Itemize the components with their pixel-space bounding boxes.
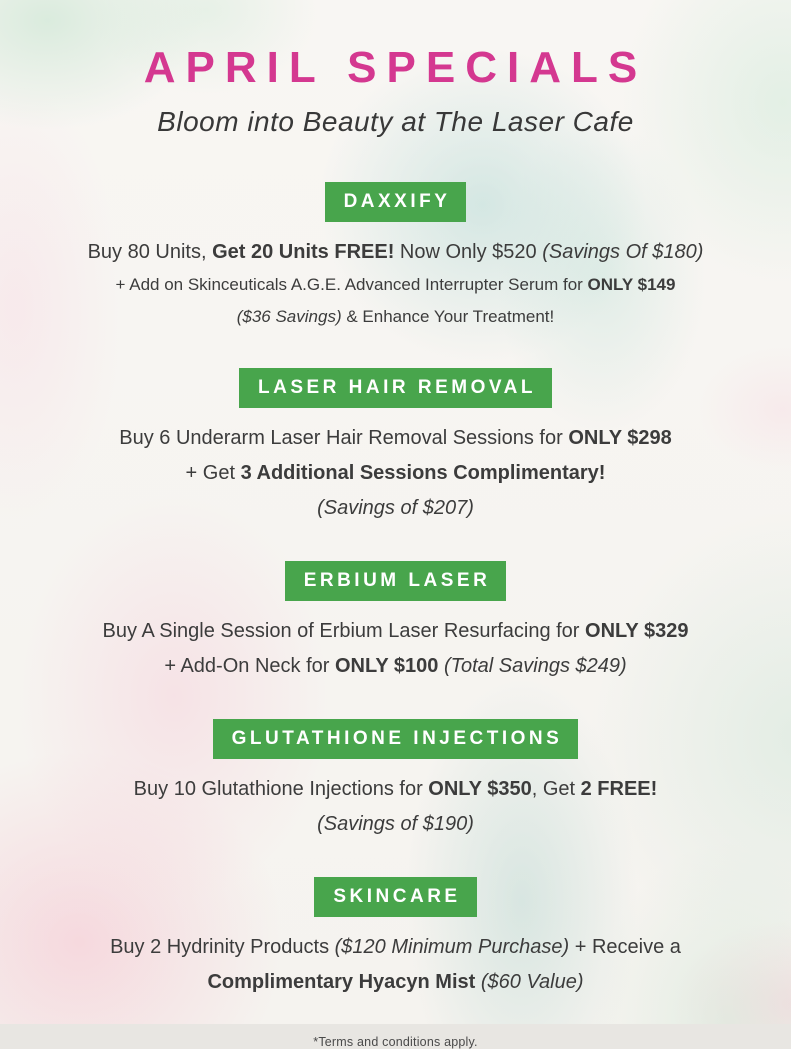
text-segment: ($60 Value)	[480, 970, 584, 993]
section-badge: DAXXIFY	[325, 182, 467, 222]
page-title: APRIL SPECIALS	[143, 43, 648, 92]
text-segment: 3 Additional Sessions Complimentary!	[240, 461, 606, 484]
text-segment: + Add on Skinceuticals A.G.E. Advanced Interrupter Serum for	[115, 275, 588, 295]
text-segment: ONLY $298	[568, 426, 672, 449]
text-segment: Complimentary Hyacyn Mist	[207, 970, 476, 993]
section-daxxify	[41, 182, 751, 330]
section-glutathione-injections	[41, 719, 751, 839]
promo-line	[41, 458, 751, 488]
text-segment: + Get	[185, 461, 241, 484]
section-badge: ERBIUM LASER	[285, 561, 507, 601]
text-segment: Buy 2 Hydrinity Products	[110, 935, 335, 958]
terms-footnote: *Terms and conditions apply.	[313, 1034, 478, 1049]
text-segment: Get 20 Units FREE!	[212, 241, 395, 264]
promo-line	[41, 651, 751, 681]
section-badge: GLUTATHIONE INJECTIONS	[213, 719, 579, 759]
text-segment: (Total Savings $249)	[443, 654, 627, 677]
text-segment: 2 FREE!	[580, 777, 658, 800]
text-segment: + Add-On Neck for	[164, 654, 335, 677]
text-segment: ONLY $100	[334, 654, 439, 677]
page-subtitle: Bloom into Beauty at The Laser Cafe	[157, 106, 634, 138]
section-badge: LASER HAIR REMOVAL	[239, 368, 552, 408]
text-segment: Now Only $520	[394, 241, 543, 264]
promo-line	[41, 272, 751, 298]
text-segment: & Enhance Your Treatment!	[341, 306, 555, 326]
promo-line	[41, 967, 751, 997]
promo-line	[41, 304, 751, 330]
section-badge: SKINCARE	[314, 877, 476, 917]
text-segment: ONLY $350	[428, 777, 532, 800]
section-laser-hair-removal	[41, 368, 751, 523]
text-segment: Buy 80 Units,	[87, 241, 213, 264]
text-segment: (Savings Of $180)	[542, 241, 704, 264]
text-segment: ONLY $149	[587, 275, 676, 295]
promo-line	[41, 237, 751, 267]
section-skincare	[41, 877, 751, 997]
text-segment: (Savings of $190)	[317, 812, 474, 835]
promo-line	[41, 423, 751, 453]
promo-line	[41, 932, 751, 962]
text-segment: (Savings of $207)	[317, 496, 474, 519]
text-segment: Buy 6 Underarm Laser Hair Removal Sessions for	[119, 426, 569, 449]
promo-line	[41, 493, 751, 523]
promo-line	[41, 774, 751, 804]
section-erbium-laser	[41, 561, 751, 681]
text-segment: + Receive a	[569, 935, 681, 958]
text-segment: ($36 Savings)	[236, 306, 342, 326]
text-segment: ONLY $329	[585, 619, 689, 642]
text-segment: ($120 Minimum Purchase)	[334, 935, 570, 958]
promo-line	[41, 616, 751, 646]
promo-line	[41, 809, 751, 839]
text-segment: Buy A Single Session of Erbium Laser Resurfacing for	[102, 619, 586, 642]
text-segment: , Get	[531, 777, 581, 800]
text-segment: Buy 10 Glutathione Injections for	[133, 777, 429, 800]
